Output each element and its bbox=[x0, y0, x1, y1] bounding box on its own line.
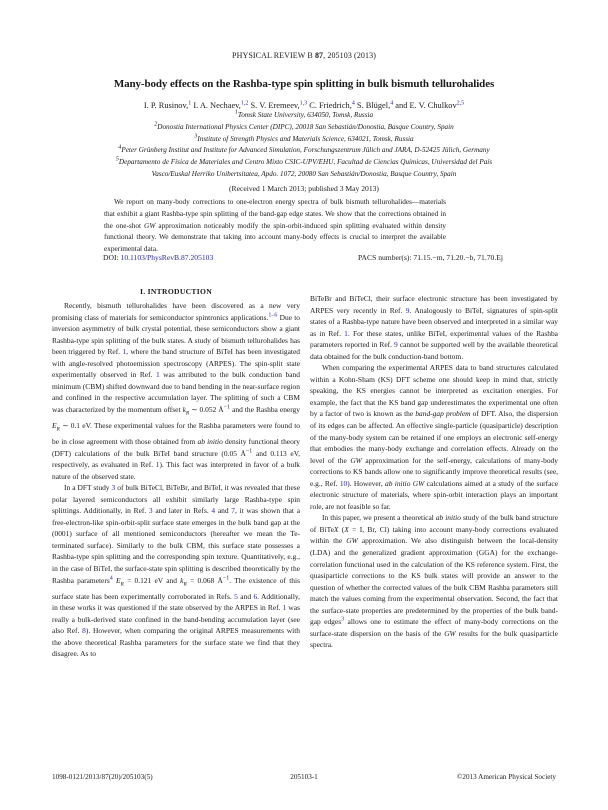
author[interactable]: and E. V. Chulkov$^{2,5}$ bbox=[395, 100, 465, 110]
citation-link[interactable]: 6 bbox=[253, 591, 258, 601]
abstract: We report on many-body corrections to one-electron energy spectra of bulk bismuth tellurohalides—materials that exhibit a giant Rashba-type spin splitting of the band-gap edge states. We show that the corrections obtained in the one-shot GW approximation noticeably modify the spin-orbit-induced spin splitting evaluated within density functional theory. We demonstrate that taking into account many-body effects is crucial to interpret the available experimental data. bbox=[104, 197, 446, 254]
affiliation: $^5$Departamento de Física de Materiales and Centro Mixto CSIC-UPV/EHU, Facultad de Ciencias Químicas, Universidad del País bbox=[115, 156, 493, 167]
affiliation: $^1$Tomsk State University, 634050, Tomsk, Russia bbox=[234, 109, 374, 119]
journal-name: PHYSICAL REVIEW B bbox=[232, 51, 313, 60]
author[interactable]: I. A. Nechaev,$^{1,2}$ bbox=[193, 100, 249, 110]
citation-link[interactable]: 8 bbox=[82, 626, 86, 636]
affiliation: $^2$Donostia International Physics Center (DIPC), 20018 San Sebastián/Donostia, Basque Country, Spain bbox=[154, 121, 454, 131]
author[interactable]: C. Friedrich,$^4$ bbox=[309, 100, 355, 110]
paper-title: Many-body effects on the Rashba-type spin splitting in bulk bismuth tellurohalides bbox=[113, 78, 495, 90]
pacs-numbers: 71.15.−m, 71.20.−b, 71.70.Ej bbox=[413, 253, 503, 262]
article-number-year: , 205103 (2013) bbox=[323, 51, 376, 60]
affiliation: $^3$Institute of Strength Physics and Materials Science, 634021, Tomsk, Russia bbox=[194, 133, 414, 143]
copyright: ©2013 American Physical Society bbox=[456, 773, 556, 781]
citation-link[interactable]: 1–6 bbox=[268, 312, 278, 319]
citation-link[interactable]: 3 bbox=[341, 616, 345, 623]
paragraph: In a DFT study 3 of bulk BiTeCl, BiTeBr, and BiTeI, it was revealed that these polar layered semiconductors all exhibit similarly large Rashba-type spin splittings. Additionally, in Ref. 3 and later in Refs. 4 and 7, it was shown that a free-electron-like spin-orbit-split surface state emerges in the bulk band gap at the (0001) surface of all mentioned semiconductors (hereafter we mean the Te-terminated surface). Similarly to the bulk CBM, this surface state possesses a Rashba-type spin splitting and the corresponding spin texture. Quantitatively, e.g., in the case of BiTeI, the surface-state spin splitting is described theoretically by the Rashba parameters$^4$ $E_R = 0.121$ eV and $k_R = 0.068$ $Å^{-1}$. The existence of this surface state has been experimentally corroborated in Refs. 5 and 6. Additionally, in these works it was questioned if the state observed by the ARPES in Ref. 1 was really a bulk-derived state confined in the band-bending accumulation layer (see also Ref. 8). However, when comparing the original ARPES measurements with the above theoretical Rashba parameters for the surface state we find that they disagree. As to bbox=[52, 483, 300, 659]
received-date: (Received 1 March 2013; published 3 May 2013) bbox=[229, 184, 379, 193]
citation-link[interactable]: 7 bbox=[231, 506, 236, 516]
citation-link[interactable]: 1 bbox=[122, 347, 127, 357]
author[interactable]: S. Blügel,$^4$ bbox=[356, 100, 394, 110]
citation-link[interactable]: 3 bbox=[148, 506, 153, 516]
affiliation: $^4$Peter Grünberg Institut and Institute for Advanced Simulation, Forschungszentrum Jülich and JARA, D-52425 Jülich, Germany bbox=[118, 144, 490, 155]
author[interactable]: I. P. Rusinov,$^1$ bbox=[143, 100, 192, 110]
author[interactable]: S. V. Eremeev,$^{1,3}$ bbox=[250, 100, 308, 110]
citation-link[interactable]: 1 bbox=[344, 328, 348, 338]
citation-link[interactable]: 10 bbox=[339, 478, 348, 488]
citation-link[interactable]: 9 bbox=[405, 305, 410, 315]
author-list bbox=[0, 101, 608, 110]
paragraph: In this paper, we present a theoretical ab initio study of the bulk band structure of BiTeX (X = I, Br, Cl) taking into account many-body corrections evaluated within the GW approximation. We also distinguish between the local-density (LDA) and the generalized gradient approximation (GGA) for the exchange-correlation functional used in the calculation of the KS reference system. First, the quasiparticle corrections to the KS bulk states will provide an answer to the question of whether the corrected values of the bulk CBM Rashba parameters still match the values coming from the experimental observation. Second, the fact that the surface-state properties are predetermined by the properties of the bulk band-gap edges$^3$ allows one to estimate the effect of many-body corrections on the surface-state dispersion on the basis of the GW results for the bulk quasiparticle spectra. bbox=[310, 513, 559, 650]
citation-link[interactable]: 1 bbox=[155, 460, 160, 470]
citation-link[interactable]: 3 bbox=[111, 483, 116, 493]
doi-label: DOI: bbox=[103, 253, 121, 262]
citation-link[interactable]: 9 bbox=[394, 340, 398, 350]
paragraph: BiTeBr and BiTeCl, their surface electronic structure has been investigated by ARPES very recently in Ref. 9. Analogously to BiTeI, signatures of spin-split states of a Rashba-type nature have been observed and interpreted in a similar way as in Ref. 1. For these states, unlike BiTeI, experimental values of the Rashba parameters reported in Ref. 9 cannot be supported well by the available theoretical data obtained for the bulk conduction-band bottom. bbox=[310, 294, 558, 361]
citation-link[interactable]: 1 bbox=[155, 370, 160, 380]
page-number: 205103-1 bbox=[290, 773, 318, 781]
paragraph: Recently, bismuth tellurohalides have been discovered as a new very promising class of materials for semiconductor spintronics applications.$^{1-6}$ Due to inversion asymmetry of bulk crystal potential, these semiconductors show a giant Rashba-type spin splitting of the bulk states. A study of bismuth tellurohalides has been triggered by Ref. 1, where the band structure of BiTeI has been investigated with angle-resolved photoemission spectroscopy (ARPES). The spin-split state experimentally observed in Ref. 1 was attributed to the bulk conduction band minimum (CBM) shifted downward due to band bending in the near-surface region and confined in the respective accumulation layer. The splitting of such a CBM was characterized by the momentum offset $k_R$ ∼ 0.052 $Å^{-1}$ and the Rashba energy $E_R$ ∼ 0.1 eV. These experimental values for the Rashba parameters were found to be in close agreement with those obtained from ab initio density functional theory (DFT) calculations of the bulk BiTeI band structure (0.05 $Å^{-1}$ and 0.113 eV, respectively, as evaluated in Ref. 1). This fact was interpreted in favor of a bulk nature of the observed state. bbox=[52, 301, 301, 481]
citation-link[interactable]: 5 bbox=[234, 591, 238, 601]
paragraph: When comparing the experimental ARPES data to band structures calculated within a Kohn-Sham (KS) DFT scheme one should keep in mind that, strictly speaking, the KS energies cannot be interpreted as excitation energies. For example, the fact that the KS band gap underestimates the experimental one often by a factor of two is known as the band-gap problem of DFT. Also, the dispersion of its edges can be affected. An effective single-particle (quasiparticle) description of the many-body system can be retained if one employs an electronic self-energy that embodies the many-body exchange and correlation effects. Already on the level of the GW approximation for the self-energy, calculations of many-body corrections to KS bands allow one to significantly improve theoretical results (see, e.g., Ref. 10). However, ab initio GW calculations aimed at a study of the surface electronic structure of materials, where spin-orbit interaction plays an important role, are not feasible so far. bbox=[310, 363, 559, 511]
citation-link[interactable]: 4 bbox=[211, 506, 216, 516]
citation-link[interactable]: 4 bbox=[109, 575, 113, 582]
affiliation-list bbox=[0, 110, 608, 181]
pacs-label: PACS number(s): bbox=[358, 253, 414, 262]
doi-link[interactable]: 10.1103/PhysRevB.87.205103 bbox=[120, 253, 214, 262]
volume-number: 87 bbox=[314, 51, 324, 60]
right-column bbox=[310, 293, 558, 651]
left-column bbox=[52, 300, 300, 660]
doi-line bbox=[103, 253, 213, 262]
footer-issn: 1098-0121/2013/87(20)/205103(5) bbox=[52, 773, 153, 781]
running-header bbox=[0, 51, 608, 60]
citation-link[interactable]: 1 bbox=[282, 603, 287, 613]
pacs-line bbox=[358, 253, 503, 262]
section-heading: I. INTRODUCTION bbox=[139, 287, 212, 296]
affiliation: Vasco/Euskal Herriko Unibertsitatea, Apdo. 1072, 20080 San Sebastián/Donostia, Basque Country, Spain bbox=[151, 169, 457, 178]
